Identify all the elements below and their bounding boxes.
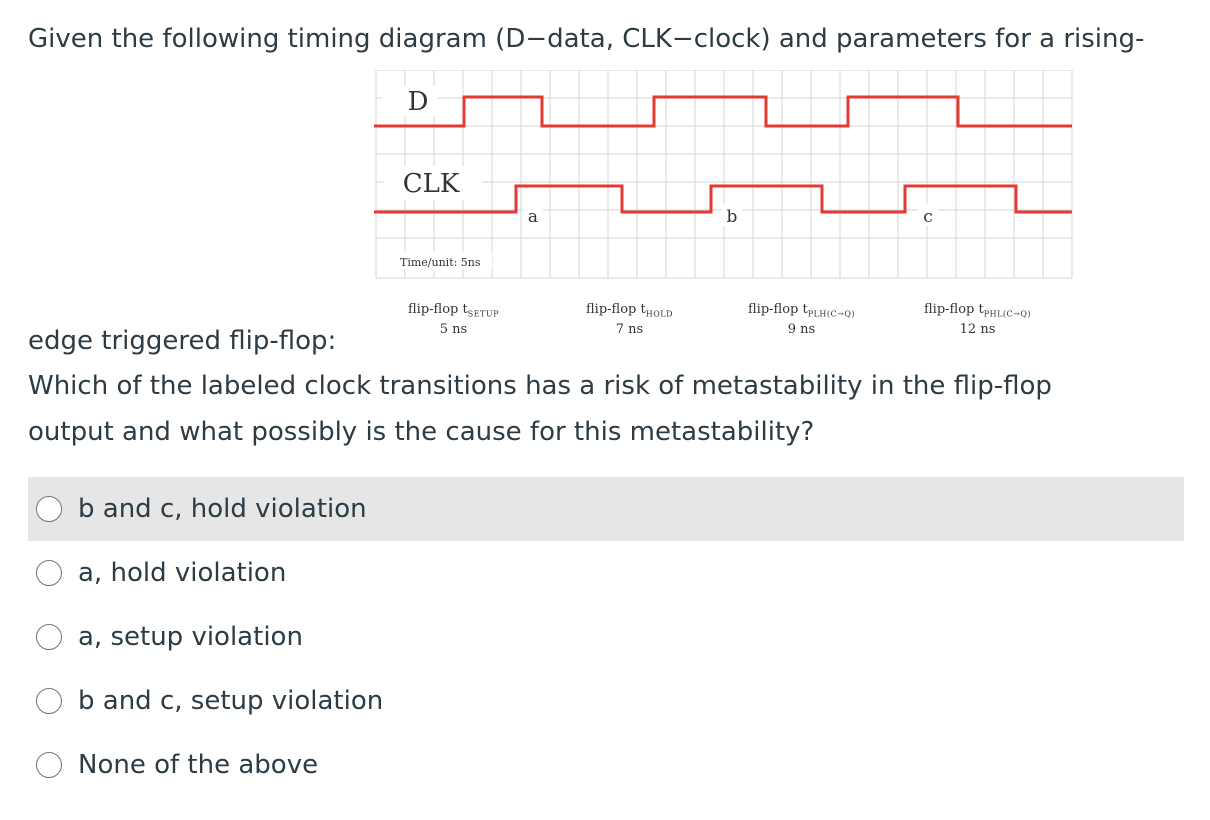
transition-a-text: a <box>527 207 539 227</box>
time-unit-label: Time/unit: 5ns <box>400 256 481 269</box>
param-plh <box>748 302 855 337</box>
param-setup-sub: SETUP <box>467 309 499 319</box>
option-a-hold[interactable] <box>28 541 1184 605</box>
option-a-setup[interactable] <box>28 605 1184 669</box>
option-label: a, setup violation <box>78 622 303 652</box>
param-plh-name: flip-flop t <box>748 302 808 317</box>
param-hold-name: flip-flop t <box>586 302 646 317</box>
radio-button[interactable] <box>36 496 62 522</box>
param-setup <box>408 302 499 337</box>
option-b-c-setup[interactable] <box>28 669 1184 733</box>
option-none[interactable] <box>28 733 1184 797</box>
param-phl-name: flip-flop t <box>924 302 984 317</box>
param-plh-value: 9 ns <box>787 321 816 337</box>
d-signal-label: D <box>407 87 429 117</box>
d-signal-trace <box>374 97 1072 126</box>
question-line-4: output and what possibly is the cause for this metastability? <box>28 417 815 447</box>
option-b-c-hold[interactable] <box>28 477 1184 541</box>
param-plh-sub: PLH(C→Q) <box>807 309 856 319</box>
transition-label-a <box>523 204 543 227</box>
transition-c-text: c <box>923 207 933 227</box>
param-phl <box>924 302 1031 337</box>
transition-label-b <box>722 204 742 227</box>
clk-signal-label: CLK <box>402 169 460 199</box>
param-hold <box>586 302 673 337</box>
question-line-3: Which of the labeled clock transitions has a risk of metastability in the flip-flop <box>28 371 1052 401</box>
time-unit-box <box>396 252 492 270</box>
clk-label-box <box>384 166 482 200</box>
radio-button[interactable] <box>36 624 62 650</box>
d-label-box <box>382 86 438 117</box>
param-hold-value: 7 ns <box>615 321 644 337</box>
option-label: a, hold violation <box>78 558 287 588</box>
param-setup-value: 5 ns <box>439 321 468 337</box>
param-phl-sub: PHL(C→Q) <box>983 309 1032 319</box>
timing-diagram <box>360 70 1080 280</box>
param-phl-value: 12 ns <box>959 321 996 337</box>
answer-options <box>28 477 1184 797</box>
question-line-2: edge triggered flip-flop: <box>28 326 337 356</box>
radio-button[interactable] <box>36 688 62 714</box>
option-label: b and c, hold violation <box>78 494 367 524</box>
param-setup-name: flip-flop t <box>408 302 468 317</box>
param-hold-sub: HOLD <box>645 309 673 319</box>
radio-button[interactable] <box>36 752 62 778</box>
transition-b-text: b <box>726 207 738 227</box>
option-label: b and c, setup violation <box>78 686 384 716</box>
transition-label-c <box>918 204 938 227</box>
radio-button[interactable] <box>36 560 62 586</box>
question-line-1: Given the following timing diagram (D−data, CLK−clock) and parameters for a rising- <box>28 24 1145 54</box>
option-label: None of the above <box>78 750 319 780</box>
